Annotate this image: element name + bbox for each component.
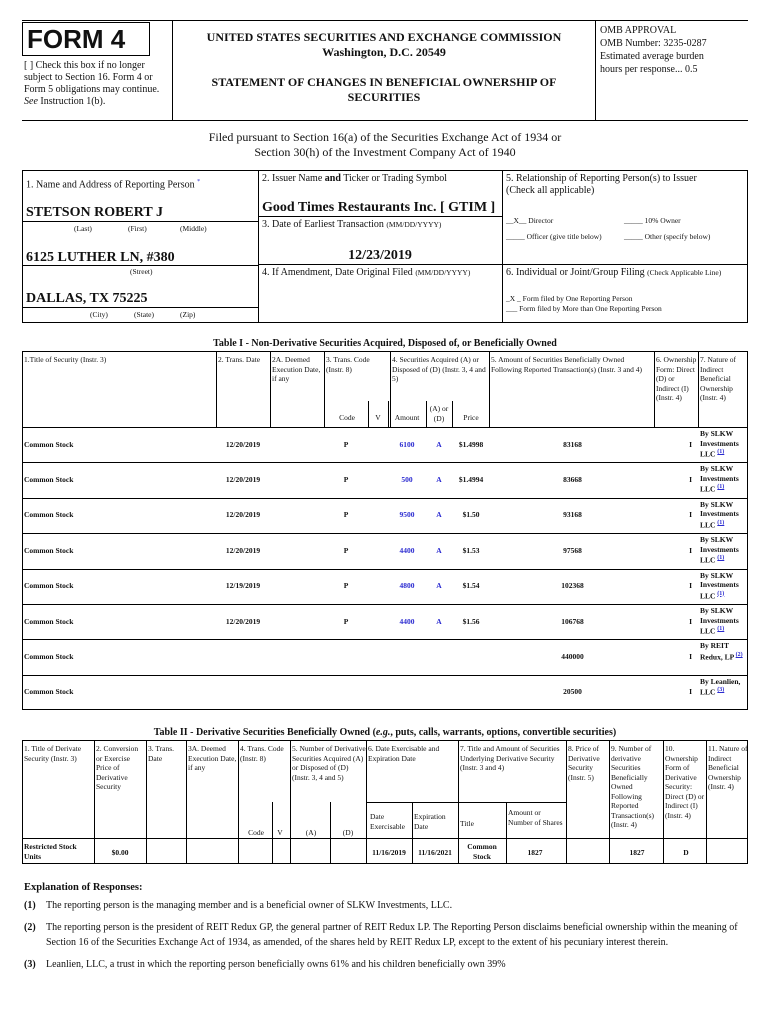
t2-row-owned: 1827 [629, 848, 645, 857]
t1-col-rule-3 [390, 351, 391, 427]
box1-star: * [197, 179, 201, 185]
box2-label [262, 173, 447, 185]
t1-row-rule-1 [22, 462, 748, 463]
boxes-top-rule [22, 170, 748, 171]
table-row [22, 569, 748, 604]
t1-border-right [747, 351, 748, 710]
t1-row-rule-2 [22, 498, 748, 499]
t1-cell-price: $1.56 [462, 616, 480, 626]
t1-row-rule-4 [22, 569, 748, 570]
t1-cell-code: P [343, 439, 349, 449]
t1-cell-owned: 83168 [563, 439, 582, 449]
t2-row-exp: 11/16/2021 [418, 848, 452, 857]
t1-row-rule-5 [22, 604, 748, 605]
t2-h3: 3. Trans. Date [148, 744, 175, 763]
t1-cell-amount: 4800 [399, 581, 415, 591]
table-row [22, 639, 748, 674]
director-checkbox[interactable]: __X__ Director [506, 216, 554, 225]
table2-title-eg: e.g. [375, 727, 391, 738]
t2-header-rule [22, 838, 748, 839]
t2-col-rule-9 [663, 740, 664, 864]
filed-by-one-option[interactable]: _X _ Form filed by One Reporting Person [506, 294, 633, 303]
t2-row-price: $0.00 [111, 848, 129, 857]
t2-col-rule-7 [566, 740, 567, 864]
t1-row-rule-7 [22, 675, 748, 676]
t1-cell-ad: A [436, 439, 442, 449]
table-row [22, 533, 748, 568]
t1-cell-form: I [689, 510, 692, 520]
t1-cell-owned: 106768 [561, 616, 584, 626]
t2-row-und-title: Common Stock [467, 842, 497, 861]
footnote-text: Leanlien, LLC, a trust in which the reporting person beneficially owns 61% and his children beneficially own 39% [46, 959, 506, 970]
list-item [24, 957, 746, 972]
box5-label-2: (Check all applicable) [506, 185, 595, 196]
issuer-name: Good Times Restaurants Inc. [ GTIM ] [262, 200, 496, 215]
label-city: (City) [90, 310, 108, 319]
header-divider-right [595, 20, 596, 120]
t1-footnote-link[interactable]: (1) [717, 590, 725, 597]
label-state: (State) [134, 310, 154, 319]
t1-sub-aord: (A) or (D) [429, 404, 449, 423]
reporting-person-city: DALLAS, TX 75225 [26, 291, 148, 306]
table-row [22, 427, 748, 462]
t2-col-rule-3 [238, 740, 239, 864]
t1-sub-amount: Amount [394, 413, 420, 422]
boxes-bottom-rule [22, 322, 748, 323]
t1-cell-ad: A [436, 545, 442, 555]
t1-cell-nature [700, 677, 746, 698]
t1-cell-date: 12/19/2019 [225, 581, 261, 591]
t2-sub-v: V [277, 828, 283, 837]
box5-label-1: 5. Relationship of Reporting Person(s) to Issuer [506, 173, 697, 184]
t2-col-rule-1 [146, 740, 147, 864]
box4-label-text: 4. If Amendment, Date Original Filed [262, 267, 413, 278]
t1-sub-rule-3 [452, 401, 453, 427]
t1-cell-owned: 97568 [563, 545, 582, 555]
omb-box [600, 24, 750, 76]
other-checkbox[interactable]: _____ Other (specify below) [624, 232, 711, 241]
t1-row-rule-6 [22, 639, 748, 640]
t1-h1: 1.Title of Security (Instr. 3) [24, 355, 107, 364]
box3-format: (MM/DD/YYYY) [386, 220, 442, 229]
t1-cell-date: 12/20/2019 [225, 616, 261, 626]
omb-burden-2: hours per response... 0.5 [600, 64, 698, 75]
form-title-box [22, 22, 150, 56]
t2-sub-a: (A) [305, 828, 317, 837]
t2-sub-rule-3 [506, 802, 507, 864]
t2-sub-top-rule [366, 802, 566, 803]
t1-nature-text: By SLKW Investments LLC [700, 606, 739, 636]
t1-h5: 5. Amount of Securities Beneficially Owned Following Reported Transaction(s) (Instr. 3 and 4) [491, 355, 643, 374]
t1-h2: 2. Trans. Date [218, 355, 261, 364]
t1-cell-price: $1.4994 [458, 475, 484, 485]
t1-cell-price: $1.54 [462, 581, 480, 591]
label-middle: (Middle) [180, 224, 207, 233]
t1-cell-date: 12/20/2019 [225, 545, 261, 555]
t2-h5: 5. Number of Derivative Securities Acquired (A) or Disposed of (D) (Instr. 3, 4 and 5) [292, 744, 366, 782]
t2-border-right [747, 740, 748, 864]
t1-cell-form: I [689, 475, 692, 485]
t1-sub-rule-2 [426, 401, 427, 427]
t2-col-rule-10 [706, 740, 707, 864]
reporting-person-street: 6125 LUTHER LN, #380 [26, 250, 175, 265]
t1-footnote-link[interactable]: (1) [717, 555, 725, 562]
t1-cell-title: Common Stock [24, 545, 74, 555]
filed-by-more-option[interactable]: ___ Form filed by More than One Reporting Person [506, 304, 662, 313]
t1-cell-nature [700, 464, 746, 494]
table-row [22, 675, 748, 710]
t2-sub-rule-0 [272, 802, 273, 864]
box5-label [506, 173, 746, 197]
boxes-divider-1 [258, 170, 259, 322]
t1-footnote-link[interactable]: (1) [717, 484, 725, 491]
t2-col-rule-0 [94, 740, 95, 864]
statement-title: STATEMENT OF CHANGES IN BENEFICIAL OWNERSHIP OF SECURITIES [211, 75, 557, 104]
t1-cell-title: Common Stock [24, 439, 74, 449]
box4-label [262, 267, 470, 279]
t2-h4: 4. Trans. Code (Instr. 8) [240, 744, 284, 763]
agency-location: Washington, D.C. 20549 [322, 45, 446, 59]
t1-cell-owned: 83668 [563, 475, 582, 485]
check-box-notice [24, 60, 172, 108]
t2-h8: 8. Price of Derivative Security (Instr. 5) [568, 744, 600, 782]
t1-footnote-link[interactable]: (3) [717, 687, 725, 694]
omb-approval: OMB APPROVAL [600, 25, 677, 36]
t1-nature-text: By REIT Redux, LP [700, 641, 736, 662]
t1-h4: 4. Securities Acquired (A) or Disposed of (D) (Instr. 3, 4 and 5) [392, 355, 486, 383]
t1-footnote-link[interactable]: (1) [717, 626, 725, 632]
box6-label [506, 267, 748, 279]
label-street: (Street) [130, 267, 153, 276]
t1-nature-text: By SLKW Investments LLC [700, 429, 739, 459]
t1-cell-code: P [343, 510, 349, 520]
t1-cell-amount: 500 [401, 475, 413, 485]
table2 [22, 740, 748, 864]
footnote-number: (1) [24, 900, 36, 911]
table2-title-b: , puts, calls, warrants, options, convertible securities) [390, 727, 617, 738]
t1-col-rule-6 [698, 351, 699, 427]
t1-cell-nature [700, 500, 746, 530]
form-title: FORM 4 [27, 24, 126, 54]
t1-h3: 3. Trans. Code (Instr. 8) [326, 355, 370, 374]
t1-cell-nature [700, 429, 746, 459]
t2-border-left [22, 740, 23, 864]
t2-row-title: Restricted Stock Units [24, 842, 77, 861]
t2-col-rule-8 [609, 740, 610, 864]
t1-cell-date: 12/20/2019 [225, 510, 261, 520]
filed-line-2: Section 30(h) of the Investment Company Act of 1940 [254, 145, 516, 159]
t1-col-rule-5 [654, 351, 655, 427]
box3-label [262, 219, 441, 231]
table2-title-a: Table II - Derivative Securities Beneficially Owned ( [153, 727, 376, 738]
t2-sub-exp: Expiration Date [414, 812, 446, 831]
t1-sub-rule-1 [388, 401, 389, 427]
box4-format: (MM/DD/YYYY) [415, 268, 471, 277]
t1-cell-title: Common Stock [24, 475, 74, 485]
omb-burden-1: Estimated average burden [600, 51, 704, 62]
t1-cell-owned: 20500 [563, 687, 582, 697]
t1-cell-amount: 4400 [399, 616, 415, 626]
t1-sub-rule-0 [368, 401, 369, 427]
t1-col-rule-2 [324, 351, 325, 427]
t2-col-rule-4 [290, 740, 291, 864]
earliest-transaction-date: 12/23/2019 [348, 248, 412, 263]
header-divider-left [172, 20, 173, 120]
t1-footnote-link[interactable]: (1) [717, 449, 725, 455]
t2-sub-date-ex: Date Exercisable [370, 812, 405, 831]
t1-cell-code: P [343, 545, 349, 555]
table-row [22, 604, 748, 639]
t1-cell-owned: 102368 [561, 581, 584, 591]
table-row [22, 462, 748, 497]
table2-title [22, 727, 748, 739]
agency-name: UNITED STATES SECURITIES AND EXCHANGE COMMISSION [206, 30, 562, 44]
t2-row-date-ex: 11/16/2019 [372, 848, 406, 857]
t1-cell-title: Common Stock [24, 687, 74, 697]
t2-h3a: 3A. Deemed Execution Date, if any [188, 744, 237, 772]
box1-label [26, 176, 200, 191]
t1-cell-code: P [343, 581, 349, 591]
t1-nature-text: By SLKW Investments LLC [700, 499, 739, 530]
t1-nature-text: By SLKW Investments LLC [700, 570, 739, 601]
t1-cell-date: 12/20/2019 [225, 475, 261, 485]
t1-footnote-link[interactable]: (2) [735, 651, 743, 658]
t1-cell-amount: 9500 [399, 510, 415, 520]
list-item [24, 920, 746, 950]
t1-cell-title: Common Stock [24, 652, 74, 662]
label-zip: (Zip) [180, 310, 196, 319]
t1-cell-form: I [689, 616, 692, 626]
t2-h2: 2. Conversion or Exercise Price of Derivative Security [96, 744, 139, 791]
t1-h7: 7. Nature of Indirect Beneficial Ownership (Instr. 4) [700, 355, 737, 402]
boxes-right-rule [747, 170, 748, 322]
boxes-divider-2 [502, 170, 503, 322]
table1-title: Table I - Non-Derivative Securities Acquired, Disposed of, or Beneficially Owned [213, 338, 557, 349]
t1-h6: 6. Ownership Form: Direct (D) or Indirect (I) (Instr. 4) [656, 355, 697, 402]
t2-sub-rule-1 [330, 802, 331, 864]
box6-label-text: 6. Individual or Joint/Group Filing [506, 267, 645, 278]
t1-cell-nature [700, 571, 746, 601]
header-bottom-rule [22, 120, 748, 121]
box2-label-a: 2. Issuer Name [262, 173, 323, 184]
t1-cell-form: I [689, 652, 692, 662]
t2-h6: 6. Date Exercisable and Expiration Date [368, 744, 440, 763]
t1-cell-price: $1.50 [462, 510, 480, 520]
box6-note: (Check Applicable Line) [647, 268, 722, 277]
t1-cell-form: I [689, 439, 692, 449]
t1-cell-ad: A [436, 510, 442, 520]
t2-h1: 1. Title of Derivate Security (Instr. 3) [24, 744, 82, 763]
t1-cell-amount: 4400 [399, 545, 415, 555]
t1-cell-nature [700, 535, 746, 565]
officer-checkbox[interactable]: _____ Officer (give title below) [506, 232, 602, 241]
omb-number: OMB Number: 3235-0287 [600, 38, 707, 49]
t1-cell-owned: 93168 [563, 510, 582, 520]
t1-cell-ad: A [436, 475, 442, 485]
footnote-text: The reporting person is the president of REIT Redux GP, the general partner of REIT Redux LP. The Reporting Person disclaims beneficial ownership within the meaning of Section 16 of the Securities Exchange Act of 1934, as amended, of the shares held by REIT Redux LP, except to the extent of his pecuniary interest therein. [46, 922, 738, 948]
box1-label-text: 1. Name and Address of Reporting Person [26, 179, 195, 191]
t1-cell-price: $1.4998 [458, 439, 484, 449]
ten-pct-owner-checkbox[interactable]: _____ 10% Owner [624, 216, 681, 225]
t1-header-rule [22, 427, 748, 428]
t1-sub-code: Code [339, 413, 355, 422]
t1-cell-ad: A [436, 581, 442, 591]
t2-row-form: D [683, 848, 689, 857]
t1-border-top [22, 351, 748, 352]
t1-cell-title: Common Stock [24, 581, 74, 591]
label-first: (First) [128, 224, 147, 233]
t1-cell-form: I [689, 687, 692, 697]
t1-nature-text: By SLKW Investments LLC [700, 464, 739, 494]
header-top-rule [22, 20, 748, 21]
footnote-number: (2) [24, 922, 36, 933]
t1-row-rule-3 [22, 533, 748, 534]
box2-label-b: Ticker or Trading Symbol [343, 173, 448, 184]
check-box-see: See [24, 96, 38, 107]
t2-sub-code: Code [248, 828, 264, 837]
t1-cell-nature [700, 641, 746, 662]
t2-border-bottom [22, 863, 748, 864]
t2-sub-d: (D) [342, 828, 354, 837]
check-box-instr: Instruction 1(b). [40, 96, 106, 107]
reporting-person-name: STETSON ROBERT J [26, 205, 163, 220]
boxes-left-rule [22, 170, 23, 322]
t1-sub-v: V [375, 413, 381, 422]
t1-cell-nature [700, 606, 746, 636]
table1 [22, 351, 748, 710]
filed-pursuant [22, 130, 748, 160]
t1-cell-code: P [343, 616, 349, 626]
t1-cell-title: Common Stock [24, 616, 74, 626]
t1-cell-ad: A [436, 616, 442, 626]
box1-city-rule [22, 307, 258, 308]
t1-nature-text: By Leanlien, LLC [700, 676, 741, 697]
t1-cell-form: I [689, 545, 692, 555]
explanation-heading: Explanation of Responses: [24, 882, 143, 893]
t1-cell-owned: 440000 [561, 652, 584, 662]
t1-col-rule-4 [489, 351, 490, 427]
check-box-text: [ ] Check this box if no longer subject to Section 16. Form 4 or Form 5 obligations may continue. [24, 60, 160, 95]
t1-border-left [22, 351, 23, 710]
t2-h7: 7. Title and Amount of Securities Underlying Derivative Security (Instr. 3 and 4) [460, 744, 560, 772]
t2-col-rule-2 [186, 740, 187, 864]
t2-sub-rule-2 [412, 802, 413, 864]
footnote-number: (3) [24, 959, 36, 970]
t1-sub-price: Price [463, 413, 479, 422]
t1-col-rule-0 [216, 351, 217, 427]
t1-cell-price: $1.53 [462, 545, 480, 555]
t2-h10: 10. Ownership Form of Derivative Security: Direct (D) or Indirect (I) (Instr. 4) [665, 744, 705, 820]
t1-nature-text: By SLKW Investments LLC [700, 535, 739, 565]
t2-border-top [22, 740, 748, 741]
t1-cell-code: P [343, 475, 349, 485]
box2-label-and: and [324, 173, 341, 184]
list-item [24, 898, 746, 913]
t2-h9: 9. Number of derivative Securities Beneficially Owned Following Reported Transaction(s) (Instr. 4) [611, 744, 655, 829]
footnote-text: The reporting person is the managing member and is a beneficial owner of SLKW Investments, LLC. [46, 900, 453, 911]
t1-cell-date: 12/20/2019 [225, 439, 261, 449]
filed-line-1: Filed pursuant to Section 16(a) of the Securities Exchange Act of 1934 or [208, 130, 562, 144]
t2-row-und-amt: 1827 [527, 848, 543, 857]
explanation-list [24, 898, 746, 972]
t1-col-rule-1 [270, 351, 271, 427]
t1-border-bottom [22, 709, 748, 710]
label-last: (Last) [74, 224, 92, 233]
t1-cell-title: Common Stock [24, 510, 74, 520]
t2-sub-amt: Amount or Number of Shares [508, 808, 563, 827]
table-row [22, 498, 748, 533]
t2-h11: 11. Nature of Indirect Beneficial Ownership (Instr. 4) [708, 744, 748, 791]
t1-h2a: 2A. Deemed Execution Date, if any [272, 355, 321, 383]
t1-footnote-link[interactable]: (1) [717, 519, 725, 526]
t2-sub-title: Title [460, 819, 474, 828]
t1-cell-amount: 6100 [399, 439, 415, 449]
box3-bottom-rule [258, 264, 748, 265]
box2-bottom-rule [258, 216, 502, 217]
box1-street-rule [22, 265, 258, 266]
box3-label-text: 3. Date of Earliest Transaction [262, 219, 384, 230]
t1-cell-form: I [689, 581, 692, 591]
box1-name-rule [22, 221, 258, 222]
